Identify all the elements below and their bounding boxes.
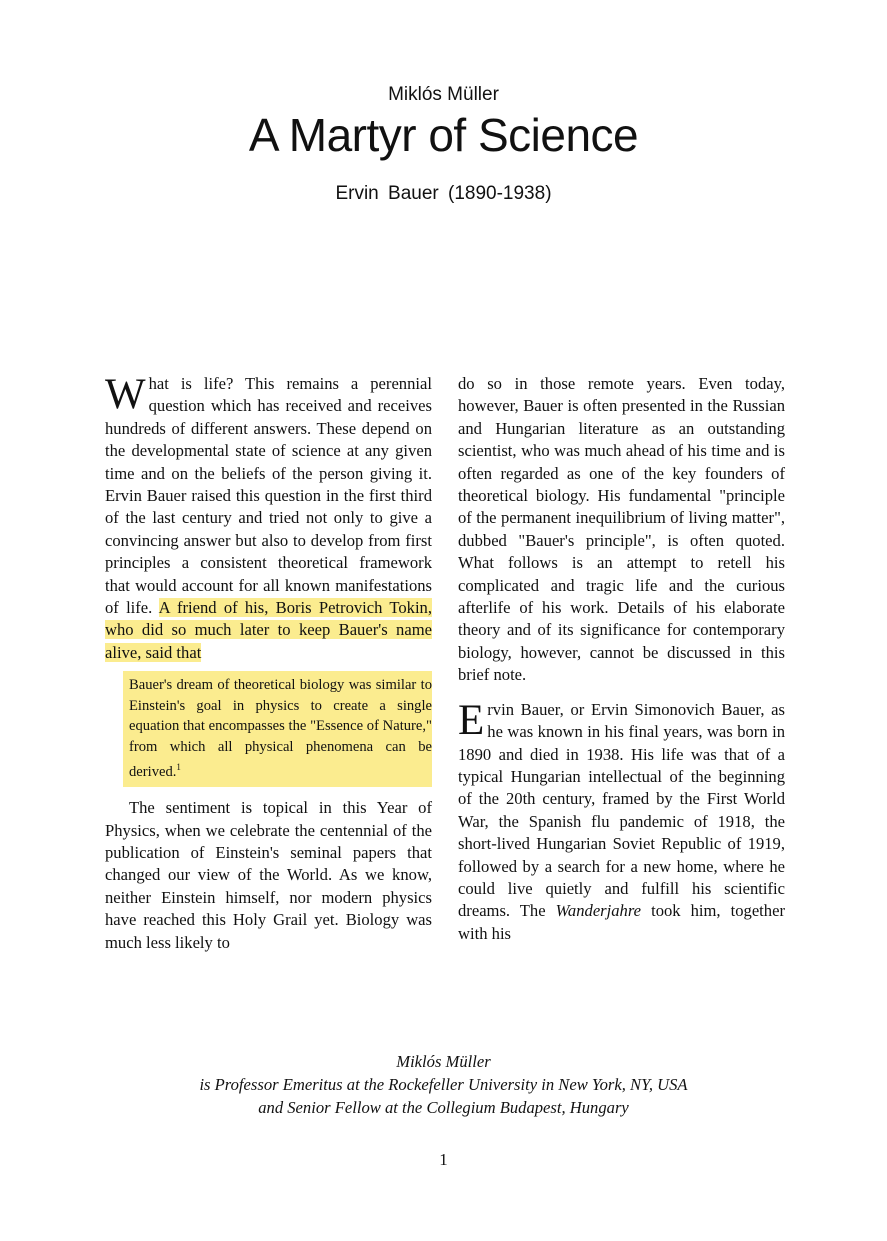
- intro-paragraph: [105, 373, 432, 664]
- quote-text: Bauer's dream of theoretical biology was similar to Einstein's goal in physics to create a single equation that encompasses the "Essence of Nature," from which all physical phenomena can be derived.: [129, 677, 432, 780]
- header-author: Miklós Müller: [388, 84, 499, 105]
- continued-paragraph: do so in those remote years. Even today, however, Bauer is often presented in the Russian and Hungarian literature as an outstanding scientist, who was much ahead of his time and is often regarded as one of the key founders of theoretical biology. His fundamental "principle of the permanent inequilibrium of living matter", dubbed "Bauer's principle", is often quoted. What follows is an attempt to retell his complicated and tragic life and the curious afterlife of his work. Details of his elaborate theory and of its significance for contemporary biology, however, cannot be discussed in this brief note.: [458, 374, 785, 685]
- page-subtitle: Ervin Bauer (1890-1938): [335, 183, 552, 204]
- biography-text-end: took him, together with his: [458, 901, 785, 943]
- page-number: 1: [439, 1150, 448, 1169]
- biography-text: rvin Bauer, or Ervin Simonovich Bauer, as he was known in his final years, was born in 1890 and died in 1938. His life was that of a typical Hungarian intellectual of the beginning of the 20th century, framed by the First World War, the Spanish flu pandemic of 1918, the short-lived Hungarian Soviet Republic of 1919, followed by a search for a new home, where he could live quietly and fulfill his scientific dreams. The: [458, 699, 785, 921]
- block-quote: [123, 671, 432, 787]
- page-title: A Martyr of Science: [248, 109, 639, 161]
- author-note: [0, 1050, 887, 1119]
- author-note-name: Miklós Müller: [396, 1052, 491, 1071]
- intro-text: hat is life? This remains a perennial question which has received and receives hundreds of different answers. These depend on the developmental state of science at any given time and on the beliefs of the person giving it. Ervin Bauer raised this question in the first third of the last century and tried not only to give a convincing answer but also to develop from first principles a consistent theoretical framework that would account for all known manifestations of life.: [105, 374, 432, 618]
- drop-cap-e: E: [458, 696, 485, 744]
- left-column: [105, 373, 432, 954]
- right-column: [458, 373, 785, 945]
- year-of-physics-paragraph: The sentiment is topical in this Year of Physics, when we celebrate the centennial of the publication of Einstein's seminal papers that changed our view of the World. As we know, neither Einstein himself, nor modern physics have reached this Holy Grail yet. Biology was much less likely to: [105, 798, 432, 952]
- drop-cap-w: W: [105, 371, 146, 418]
- biography-paragraph: [458, 696, 785, 945]
- wanderjahre-term: Wanderjahre: [555, 901, 642, 921]
- author-note-line1: is Professor Emeritus at the Rockefeller University in New York, NY, USA: [199, 1075, 688, 1094]
- author-note-line2: and Senior Fellow at the Collegium Budapest, Hungary: [258, 1098, 629, 1117]
- footnote-marker: 1: [176, 761, 181, 772]
- highlighted-text: A friend of his, Boris Petrovich Tokin, who did so much later to keep Bauer's name alive, said that: [105, 598, 433, 662]
